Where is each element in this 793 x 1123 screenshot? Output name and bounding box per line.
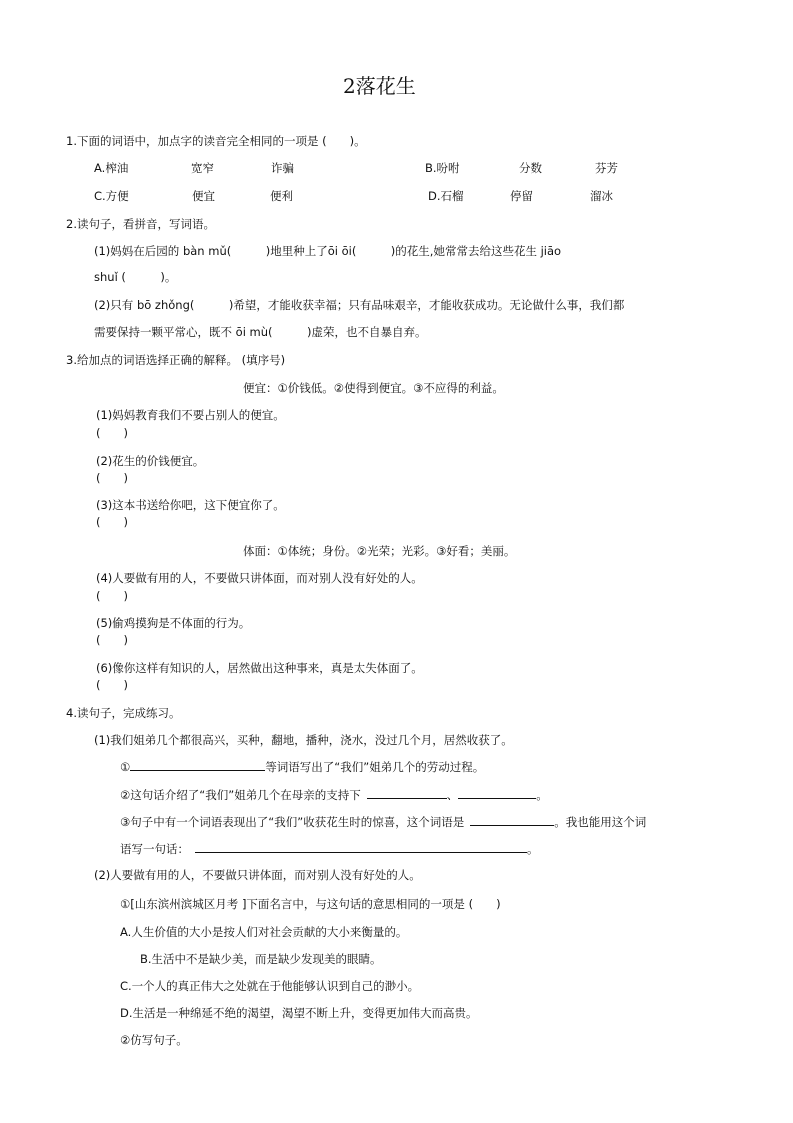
q3-definition-timian: 体面：①体统；身份。②光荣；光彩。③好看；美丽。 [243,544,516,558]
q4-2-item-a: ①[山东滨州滨城区月考 ]下面名言中，与这句话的意思相同的一项是 ( ) [120,897,501,911]
q1-option-c-word3: 便利 [270,189,293,203]
q4-1-item-c-line2 [120,840,539,857]
q2-sentence2-line1: (2)只有 bō zhǒng( )希望，才能收获幸福；只有品味艰辛，才能收获成功。无论做什么事，我们都 [94,298,625,312]
q4-1-item-a-text: 等词语写出了“我们”姐弟几个的劳动过程。 [265,760,485,774]
q3-answer-6[interactable]: ( ) [96,678,128,692]
q2-sentence1-line1: (1)妈妈在后园的 bàn mǔ( )地里种上了ōi ōi( )的花生,她常常去给这些花生 jiāo [94,244,562,258]
q4-2-item-b: ②仿写句子。 [120,1033,188,1047]
q4-passage-2: (2)人要做有用的人，不要做只讲体面，而对别人没有好处的人。 [94,868,421,882]
q3-sentence-2: (2)花生的价钱便宜。 [96,454,205,468]
q1-option-a-word3: 诈骗 [271,161,294,175]
q3-answer-4[interactable]: ( ) [96,589,128,603]
q4-1-item-c [120,813,646,830]
q2-sentence1-line2: shuǐ ( )。 [94,270,177,284]
q4-2-option-c: C.一个人的真正伟大之处就在于他能够认识到自己的渺小。 [120,979,420,993]
q4-1-item-c-line2-end: 。 [527,842,539,856]
q1-option-b: B.吩咐 [425,161,460,175]
q3-definition-pianyi: 便宜：①价钱低。②使得到便宜。③不应得的利益。 [243,381,504,395]
q2-stem: 2.读句子，看拼音，写词语。 [66,217,215,231]
q4-1-item-b-end: 。 [536,788,548,802]
q4-1-item-c-text-2: 。我也能用这个词 [554,815,647,829]
q4-1-item-b-text: ②这句话介绍了“我们”姐弟几个在母亲的支持下 [120,788,361,802]
q4-1-item-c-text: ③句子中有一个词语表现出了“我们”收获花生时的惊喜，这个词语是 [120,815,465,829]
q1-option-a: A.榨油 [94,161,129,175]
q3-answer-3[interactable]: ( ) [96,515,128,529]
q1-option-b-word3: 芬芳 [595,161,618,175]
q4-2-option-a: A.人生价值的大小是按人们对社会贡献的大小来衡量的。 [120,925,408,939]
q4-1-item-a [120,758,484,775]
q4-passage-1: (1)我们姐弟几个都很高兴，买种，翻地，播种，浇水，没过几个月，居然收获了。 [94,733,513,747]
q4-stem: 4.读句子，完成练习。 [66,706,181,720]
q1-option-d-word2: 停留 [510,189,533,203]
q3-answer-2[interactable]: ( ) [96,471,128,485]
q1-option-d: D.石榴 [428,189,464,203]
q3-answer-5[interactable]: ( ) [96,633,128,647]
q4-2-option-d: D.生活是一种绵延不绝的渴望，渴望不断上升，变得更加伟大而高贵。 [120,1006,478,1020]
q4-1-item-b-blank-2[interactable] [458,786,536,799]
q4-1-item-a-blank[interactable] [130,758,265,771]
q1-option-c-word2: 便宜 [192,189,215,203]
q1-stem: 1.下面的词语中，加点字的读音完全相同的一项是 ( )。 [66,134,366,148]
q4-1-item-c-sentence-blank[interactable] [195,840,527,853]
q1-option-a-word2: 宽窄 [191,161,214,175]
q1-option-b-word2: 分数 [519,161,542,175]
q3-sentence-6: (6)像你这样有知识的人，居然做出这种事来，真是太失体面了。 [96,661,423,675]
page-title: 2落花生 [343,74,416,98]
q1-option-d-word3: 溜冰 [590,189,613,203]
q4-2-option-b: B.生活中不是缺少美，而是缺少发现美的眼睛。 [140,952,382,966]
q3-sentence-5: (5)偷鸡摸狗是不体面的行为。 [96,616,251,630]
q3-sentence-1: (1)妈妈教育我们不要占别人的便宜。 [96,408,285,422]
q4-1-item-c-line2-text: 语写一句话： [120,842,189,856]
q1-option-c: C.方便 [94,189,129,203]
q3-sentence-3: (3)这本书送给你吧，这下便宜你了。 [96,498,285,512]
q4-1-item-b-sep: 、 [446,788,459,802]
q4-1-item-c-blank[interactable] [470,813,554,826]
q4-1-item-b-blank-1[interactable] [367,786,447,799]
q4-1-item-a-marker: ① [120,760,131,774]
q4-1-item-b [120,786,548,803]
q3-sentence-4: (4)人要做有用的人，不要做只讲体面，而对别人没有好处的人。 [96,571,423,585]
q3-answer-1[interactable]: ( ) [96,426,128,440]
q2-sentence2-line2: 需要保持一颗平常心，既不 ōi mù( )虚荣，也不自暴自弃。 [94,325,427,339]
q3-stem: 3.给加点的词语选择正确的解释。 (填序号) [66,353,286,367]
